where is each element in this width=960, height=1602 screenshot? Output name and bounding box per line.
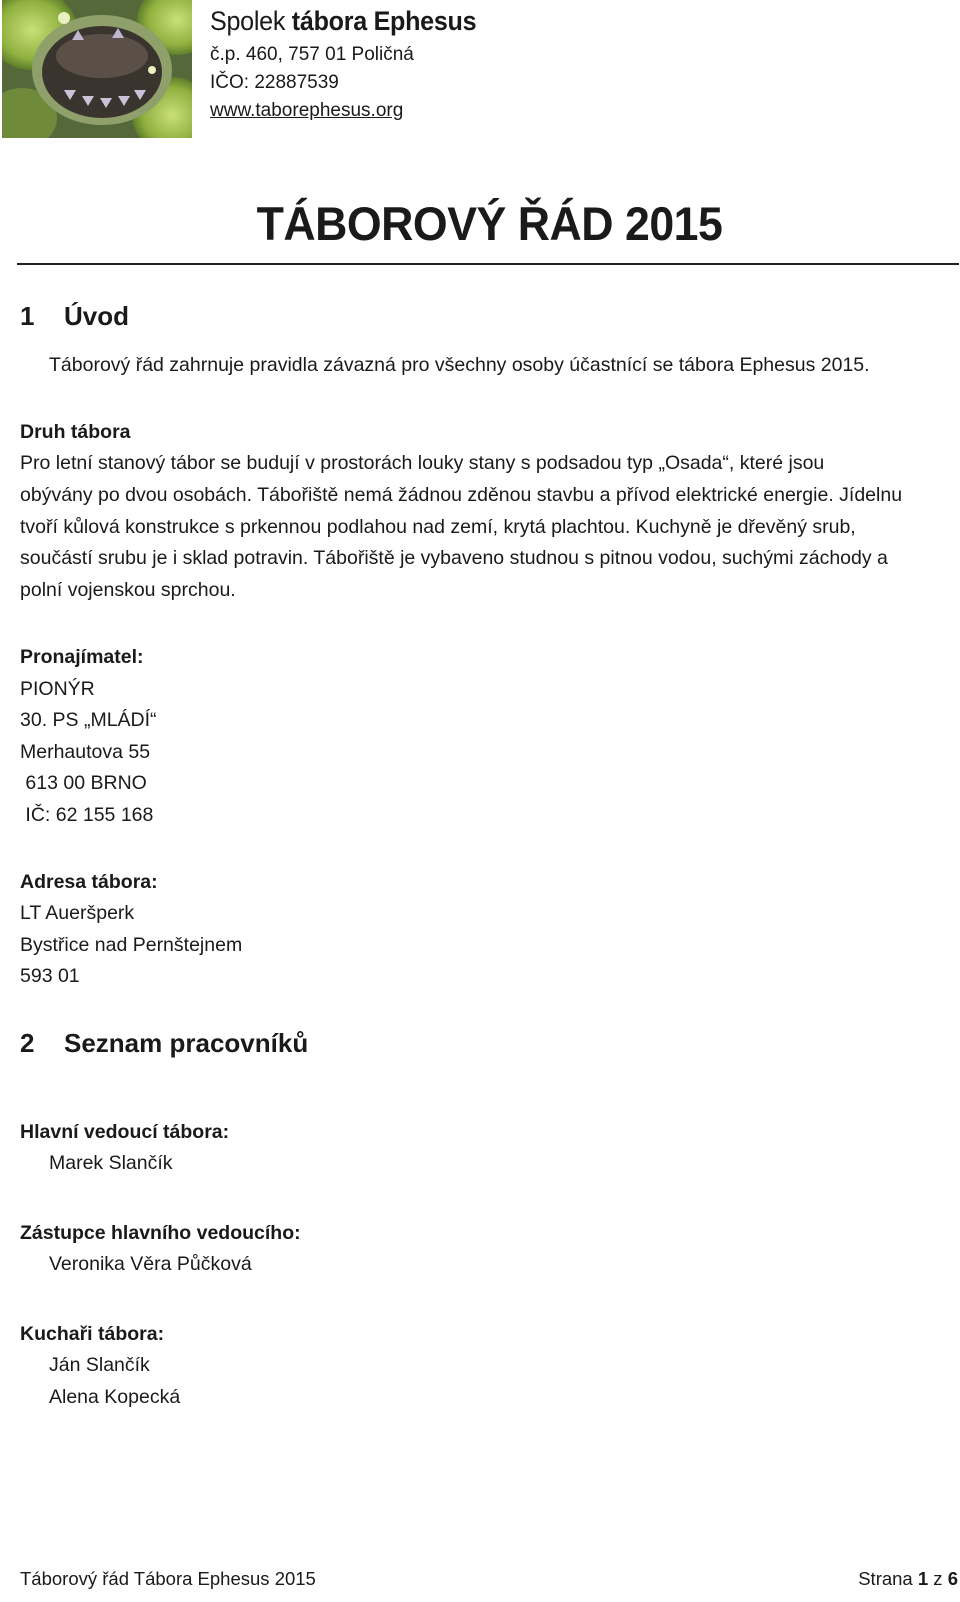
head-leader-name: Marek Slančík xyxy=(49,1152,173,1174)
landlord-line: 30. PS „MLÁDÍ“ xyxy=(20,709,157,731)
landlord-label: Pronajímatel: xyxy=(20,646,144,668)
deputy-label: Zástupce hlavního vedoucího: xyxy=(20,1222,301,1244)
title-divider xyxy=(17,263,959,265)
organization-address: č.p. 460, 757 01 Poličná xyxy=(210,44,414,65)
organization-info xyxy=(210,8,496,120)
organization-name: Spolek tábora Ephesus xyxy=(210,6,477,36)
landlord-line: Merhautova 55 xyxy=(20,741,151,763)
deputy-name: Veronika Věra Půčková xyxy=(49,1253,252,1275)
organization-logo xyxy=(2,0,192,138)
camp-address-line: Bystřice nad Pernštejnem xyxy=(20,934,243,956)
camp-address-line: 593 01 xyxy=(20,965,80,987)
footer-document-name: Táborový řád Tábora Ephesus 2015 xyxy=(20,1568,316,1589)
landlord-line: PIONÝR xyxy=(20,678,95,700)
camp-address-label: Adresa tábora: xyxy=(20,871,158,893)
head-leader-label: Hlavní vedoucí tábora: xyxy=(20,1121,230,1143)
camp-type-line: polní vojenskou sprchou. xyxy=(20,579,236,601)
section-heading-staff: 2 Seznam pracovníků xyxy=(20,1028,309,1058)
page-footer xyxy=(20,1568,958,1590)
landlord-line: IČ: 62 155 168 xyxy=(20,804,154,826)
organization-ico: IČO: 22887539 xyxy=(210,72,339,93)
camp-type-line: tvoří kůlová konstrukce s prkennou podlahou nad zemí, krytá plachtou. Kuchyně je dřevěný srub, xyxy=(20,516,856,538)
camp-type-line: Pro letní stanový tábor se budují v prostorách louky stany s podsadou typ „Osada“, které jsou xyxy=(20,452,825,474)
document-title: TÁBOROVÝ ŘÁD 2015 xyxy=(256,197,723,250)
website-link[interactable]: www.taborephesus.org xyxy=(210,100,404,121)
section-heading-intro: 1 Úvod xyxy=(20,301,129,331)
camp-type-line: obývány po dvou osobách. Tábořiště nemá žádnou zděnou stavbu a přívod elektrické energie. Jídelnu xyxy=(20,484,903,506)
cooks-label: Kuchaři tábora: xyxy=(20,1323,165,1345)
cook-name: Alena Kopecká xyxy=(49,1386,181,1408)
camp-type-label: Druh tábora xyxy=(20,421,131,443)
camp-address-line: LT Aueršperk xyxy=(20,902,135,924)
landlord-line: 613 00 BRNO xyxy=(20,772,147,794)
page-number: Strana 1 z 6 xyxy=(858,1568,958,1589)
cook-name: Ján Slančík xyxy=(49,1354,150,1376)
camp-type-line: součástí srubu je i sklad potravin. Tábořiště je vybaveno studnou s pitnou vodou, suchými záchody a xyxy=(20,547,888,569)
intro-paragraph: Táborový řád zahrnuje pravidla závazná pro všechny osoby účastnící se tábora Ephesus 2015. xyxy=(49,354,870,376)
